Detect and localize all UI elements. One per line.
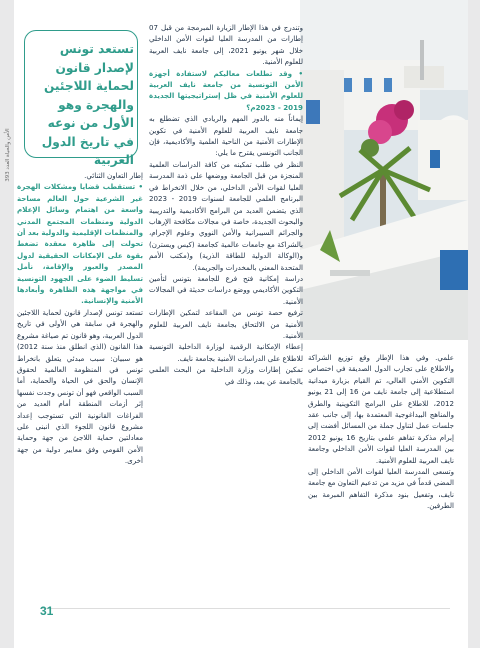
paragraph: إطار التعاون الثنائي. [84,171,143,180]
question-paragraph: • وقد تطلعات معاليكم لاستفادة أجهزة الأمن التونسية من جامعة نايف العربية للعلوم الأمنية في ظل إستراتيجيتها الجديدة 2019 - 2023م؟ [149,68,303,112]
right-text-column [308,352,454,592]
tunisian-street-photo [300,0,468,340]
paragraph: وتسعى المدرسة العليا لقوات الأمن الداخلي إلى المضي قدماً في مزيد من تدعيم التعاون مع جامعة نايف، وتفعيل بنود مذكرة التفاهم المبرمة بين الطرفين. [308,467,454,511]
paragraph: تستعد تونس لإصدار قانون لحماية اللاجئين والهجرة في سابقة هي الأولى في تاريخ الدول العربية، وهو قانون تم صياغة مشروع هذا القانون (الذي انطلق منذ سنة 2012) هو سبيان: سبب مبدئي يتعلق بانخراط تونس في المنظومة العالمية لحقوق الإنسان والحق في الحياة والحماية، أما السبب الواقعي فهو أن تونس وجدت نفسها إثر أزمات المنطقة أمام العديد من الفراغات القانونية التي تستوجب إعداد مشروع قانون اللجوء الذي انبنى على معادلتين حماية اللاجئ من جهة وحماية الأمن القومي وفق معايير دولية من جهة أخرى. [17,307,143,466]
paragraph: وتندرج في هذا الإطار الزيارة المبرمجة من قبل 07 إطارات من المدرسة العليا لقوات الأمن الداخلي خلال شهر يونيو 2021، إلى جامعة نايف العربية للعلوم الأمنية. [149,23,303,67]
paragraph: إعطاء الإمكانية الرقمية لوزارة الداخلية التونسية للاطلاع على الدراسات الأمنية بجامعة نايف. [149,342,303,363]
question-paragraph: • تستقطب قضايا ومشكلات الهجرة غير الشرعية حول العالم مساحة واسعة من اهتمام وسائل الإعلام الدولية ومنظمات المجتمع المدني والمنظمات الإقليمية والدولية بعد أن تحولت إلى ظاهرة معقدة تضغط بقوة على الإمكانات الحقيقية لدول المصدر والعبور والإقامة، نأمل تسليط الضوء على الجهود التونسية في مواجهة هذه الظاهرة وأبعادها الأمنية والإنسانية. [17,182,143,306]
paragraph: دراسة إمكانية فتح فرع للجامعة بتونس لتأمين التكوين الأكاديمي ووضع دراسات حديثة في المجالات الأمنية. [149,273,303,306]
footer-divider [40,608,450,609]
left-text-column [17,170,143,590]
middle-text-column [149,22,303,590]
paragraph: النظر في طلب تمكينه من كافة الدراسات العلمية المنجزة من قبل الجامعة ووضعها على ذمة المدرسة العليا لقوات الأمن الداخلي، من خلال الانخراط في البرنامج العلمي للجامعة لسنوات 2019 - 2023 الذي يتضمن العديد من البرامج الأكاديمية والتدريبية والبحوث الجديدة، خاصة في مجالات مكافحة الإرهاب والجرائم السيبرانية والأمن النووي وعلوم الإجرام، بالشراكة مع جامعات عالمية كجامعة (كيس ويسترن) و(الوكالة الدولية للطاقة الذرية) و(مكتب الأمم المتحدة المعني بالمخدرات والجريمة). [149,159,303,272]
article-pullquote-title: تستعد تونس لإصدار قانون لحماية اللاجئين والهجرة وهو الأول من نوعه في تاريخ الدول العربية [41,42,134,167]
paragraph: ترفيع حصة تونس من المقاعد لتمكين الإطارات الأمنية من الالتحاق بجامعة نايف العربية للعلوم الأمنية. [149,308,303,340]
paragraph: إيماناً منه بالدور المهم والريادي الذي تضطلع به جامعة نايف العربية للعلوم الأمنية في تكوين الإطارات الأمنية من الناحية العلمية والأكاديمية، فإن الجانب التونسي يقترح ما يلي: [149,114,303,158]
page-number: 31 [40,604,54,618]
rubric-text: الأمن والحياة العدد 393 [5,128,11,182]
paragraph: علمي. وفي هذا الإطار وقع توزيع الشراكة والاطلاع على تجارب الدول الصديقة في اختصاص التكوين الأمني العالي، تم القيام بزيارة ميدانية استطلاعية إلى جامعة نايف من 16 إلى 21 يونيو 2012، للاطلاع على البرامج التكوينية والطرق والمناهج البيداغوجية المعتمدة بها، إلى جانب عقد جلسات عمل لتناول جملة من المسائل أفضت إلى إبرام مذكرة تفاهم علمي بتاريخ 16 يونيو 2012 بين المدرسة العليا لقوات الأمن الداخلي وجامعة نايف العربية للعلوم الأمنية. [308,353,454,465]
section-rubric [0,100,14,220]
paragraph: تمكين إطارات وزارة الداخلية من البحث العلمي بالجامعة عن بعد، وذلك في [149,365,303,386]
